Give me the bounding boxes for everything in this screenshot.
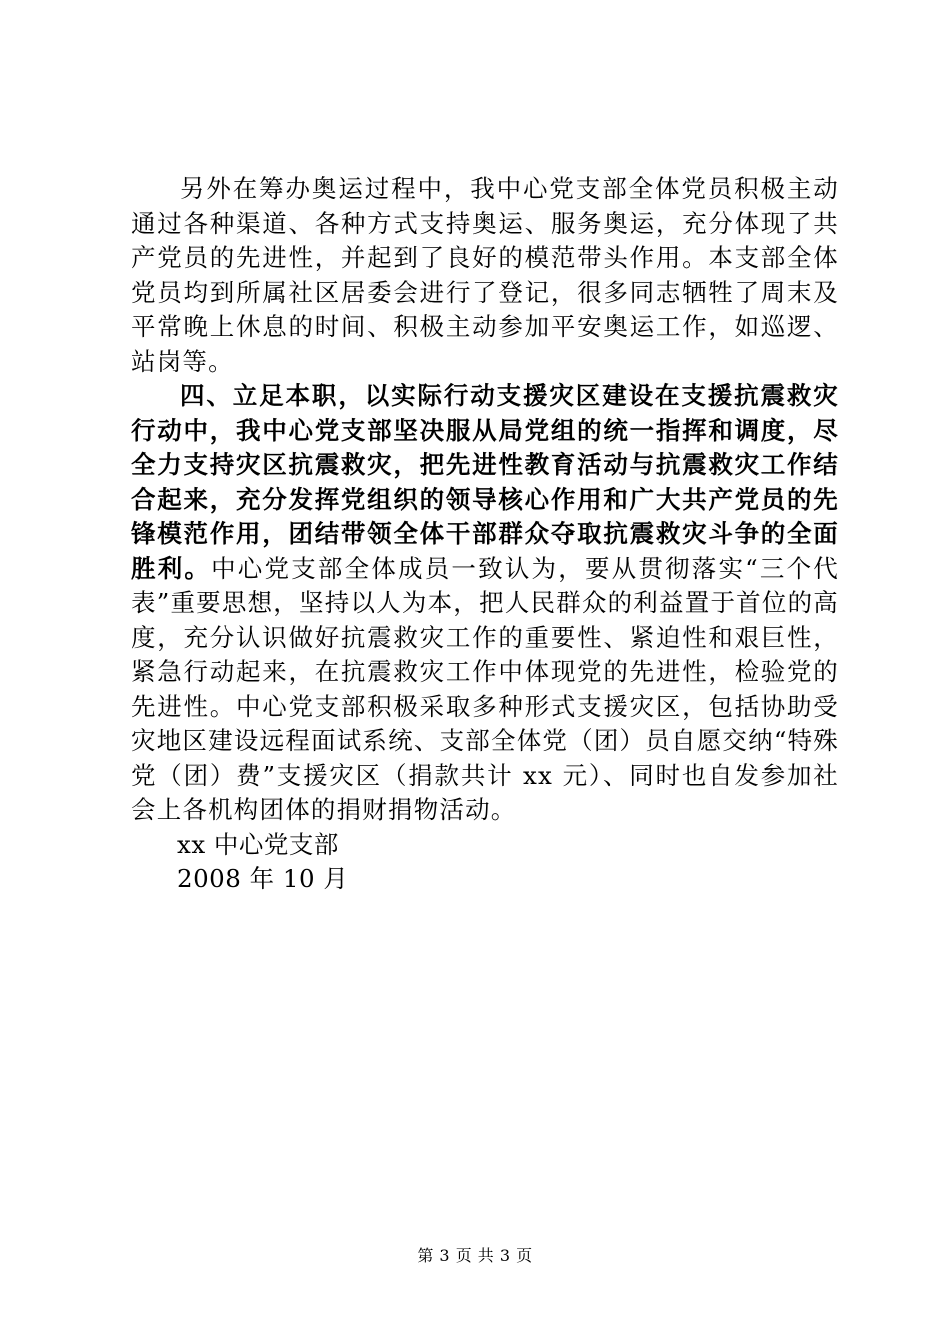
page-footer: 第 3 页 共 3 页 (417, 1246, 533, 1265)
document-body (131, 172, 839, 897)
paragraph-earthquake-relief (131, 379, 839, 828)
section-four-heading: 四、立足本职，以实际行动支援灾区建设在支援抗震救灾行动中，我中心党支部坚决服从局党组的统一指挥和调度，尽全力支持灾区抗震救灾，把先进性教育活动与抗震救灾工作结合起来，充分发挥党组织的领导核心作用和广大共产党员的先锋模范作用，团结带领全体干部群众夺取抗震救灾斗争的全面胜利。 (131, 381, 839, 583)
signature-date: 2008 年 10 月 (177, 864, 349, 893)
section-four-body: 中心党支部全体成员一致认为，要从贯彻落实“三个代表”重要思想，坚持以人为本，把人民群众的利益置于首位的高度，充分认识做好抗震救灾工作的重要性、紧迫性和艰巨性，紧急行动起来，在抗震救灾工作中体现党的先进性，检验党的先进性。中心党支部积极采取多种形式支援灾区，包括协助受灾地区建设远程面试系统、支部全体党（团）员自愿交纳“特殊党（团）费”支援灾区（捐款共计 xx 元）、同时也自发参加社会上各机构团体的捐财捐物活动。 (131, 553, 839, 824)
paragraph-olympics: 另外在筹办奥运过程中，我中心党支部全体党员积极主动通过各种渠道、各种方式支持奥运、服务奥运，充分体现了共产党员的先进性，并起到了良好的模范带头作用。本支部全体党员均到所属社区居委会进行了登记，很多同志牺牲了周末及平常晚上休息的时间、积极主动参加平安奥运工作，如巡逻、站岗等。 (131, 174, 839, 376)
signature-organization: xx 中心党支部 (177, 829, 339, 859)
